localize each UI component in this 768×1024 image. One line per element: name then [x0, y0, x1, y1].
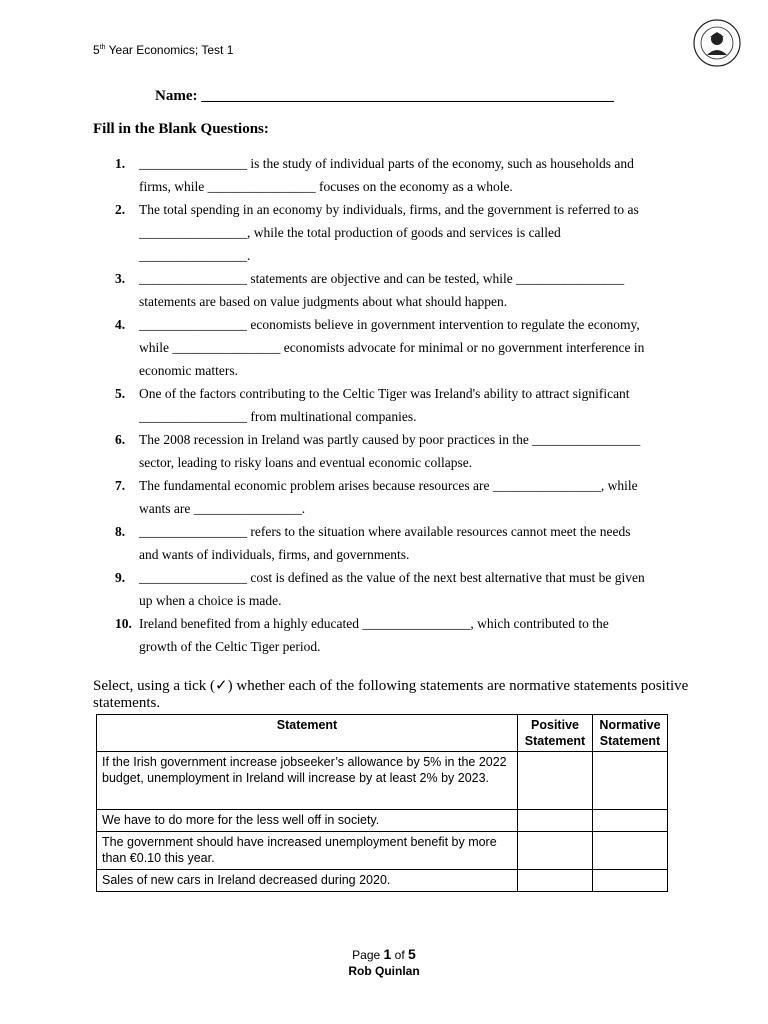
page-prefix: Page [352, 948, 384, 962]
question-text[interactable]: Ireland benefited from a highly educated ________________, which contributed to the growth of the Celtic Tiger period. [139, 616, 609, 654]
header-positive: Positive Statement [518, 715, 593, 752]
table-row [97, 870, 668, 892]
footer-author: Rob Quinlan [348, 964, 420, 978]
question-number: 9. [115, 570, 126, 585]
question-text[interactable]: ________________ is the study of individual parts of the economy, such as households and firms, while ________________ focuses on the economy as a whole. [139, 156, 634, 194]
question-item [93, 267, 683, 313]
question-text[interactable]: ________________ refers to the situation where available resources cannot meet the needs and wants of individuals, firms, and governments. [139, 524, 631, 562]
statement-cell: Sales of new cars in Ireland decreased during 2020. [97, 870, 518, 892]
question-item [93, 198, 683, 267]
normative-tick-cell[interactable] [593, 870, 668, 892]
positive-tick-cell[interactable] [518, 832, 593, 870]
question-item [93, 382, 683, 428]
header-statement: Statement [97, 715, 518, 752]
question-number: 4. [115, 317, 126, 332]
question-text[interactable]: ________________ statements are objective and can be tested, while ________________ statements are based on value judgments about what should happen. [139, 271, 625, 309]
question-number: 1. [115, 156, 126, 171]
question-text[interactable]: One of the factors contributing to the Celtic Tiger was Ireland's ability to attract significant ________________ from multinational companies. [139, 386, 630, 424]
header-superscript: th [99, 44, 106, 51]
positive-tick-cell[interactable] [518, 810, 593, 832]
question-text[interactable]: The fundamental economic problem arises because resources are ________________, while wants are ________________. [139, 478, 638, 516]
question-item [93, 428, 683, 474]
positive-tick-cell[interactable] [518, 752, 593, 810]
header-title: Year Economics; Test 1 [105, 43, 234, 57]
question-text[interactable]: The 2008 recession in Ireland was partly caused by poor practices in the ________________ sector, leading to risky loans and eventual economic collapse. [139, 432, 641, 470]
header-year: 5 [93, 43, 100, 57]
school-crest-logo [693, 19, 741, 67]
question-text[interactable]: The total spending in an economy by individuals, firms, and the government is referred to as ________________, while the total production of goods and services is called ________________. [139, 202, 639, 263]
svg-text:· · · · · · ·: · · · · · · · [710, 22, 724, 27]
header-normative: Normative Statement [593, 715, 668, 752]
normative-tick-cell[interactable] [593, 810, 668, 832]
question-text[interactable]: ________________ cost is defined as the value of the next best alternative that must be given up when a choice is made. [139, 570, 645, 608]
page-current: 1 [383, 946, 392, 962]
name-blank[interactable]: _______________________________________________________ [201, 88, 614, 104]
question-number: 8. [115, 524, 126, 539]
statement-cell: If the Irish government increase jobseeker’s allowance by 5% in the 2022 budget, unemployment in Ireland will increase by at least 2% by 2023. [97, 752, 518, 810]
question-item [93, 612, 683, 658]
page-number [0, 946, 768, 962]
name-label: Name: [155, 88, 202, 104]
select-instructions: Select, using a tick (✓) whether each of the following statements are normative statements positive statements. [93, 678, 689, 711]
question-item [93, 566, 683, 612]
question-number: 5. [115, 386, 126, 401]
statement-table [96, 714, 668, 892]
normative-tick-cell[interactable] [593, 832, 668, 870]
table-header-row [97, 715, 668, 752]
question-item [93, 313, 683, 382]
question-number: 2. [115, 202, 126, 217]
question-number: 6. [115, 432, 126, 447]
name-field [155, 88, 614, 105]
normative-tick-cell[interactable] [593, 752, 668, 810]
question-item [93, 474, 683, 520]
question-list [93, 152, 683, 658]
question-item [93, 152, 683, 198]
question-number: 3. [115, 271, 126, 286]
question-number: 7. [115, 478, 126, 493]
positive-tick-cell[interactable] [518, 870, 593, 892]
question-number: 10. [115, 616, 132, 631]
section-title: Fill in the Blank Questions: [93, 121, 269, 137]
page-total: 5 [408, 946, 416, 962]
statement-cell: We have to do more for the less well off in society. [97, 810, 518, 832]
table-row [97, 832, 668, 870]
question-item [93, 520, 683, 566]
question-text[interactable]: ________________ economists believe in government intervention to regulate the economy, while ________________ economists advocate for minimal or no government interference in economic matters. [139, 317, 645, 378]
table-row [97, 752, 668, 810]
page-of: of [391, 948, 409, 962]
document-header [93, 43, 233, 57]
statement-cell: The government should have increased unemployment benefit by more than €0.10 this year. [97, 832, 518, 870]
table-row [97, 810, 668, 832]
